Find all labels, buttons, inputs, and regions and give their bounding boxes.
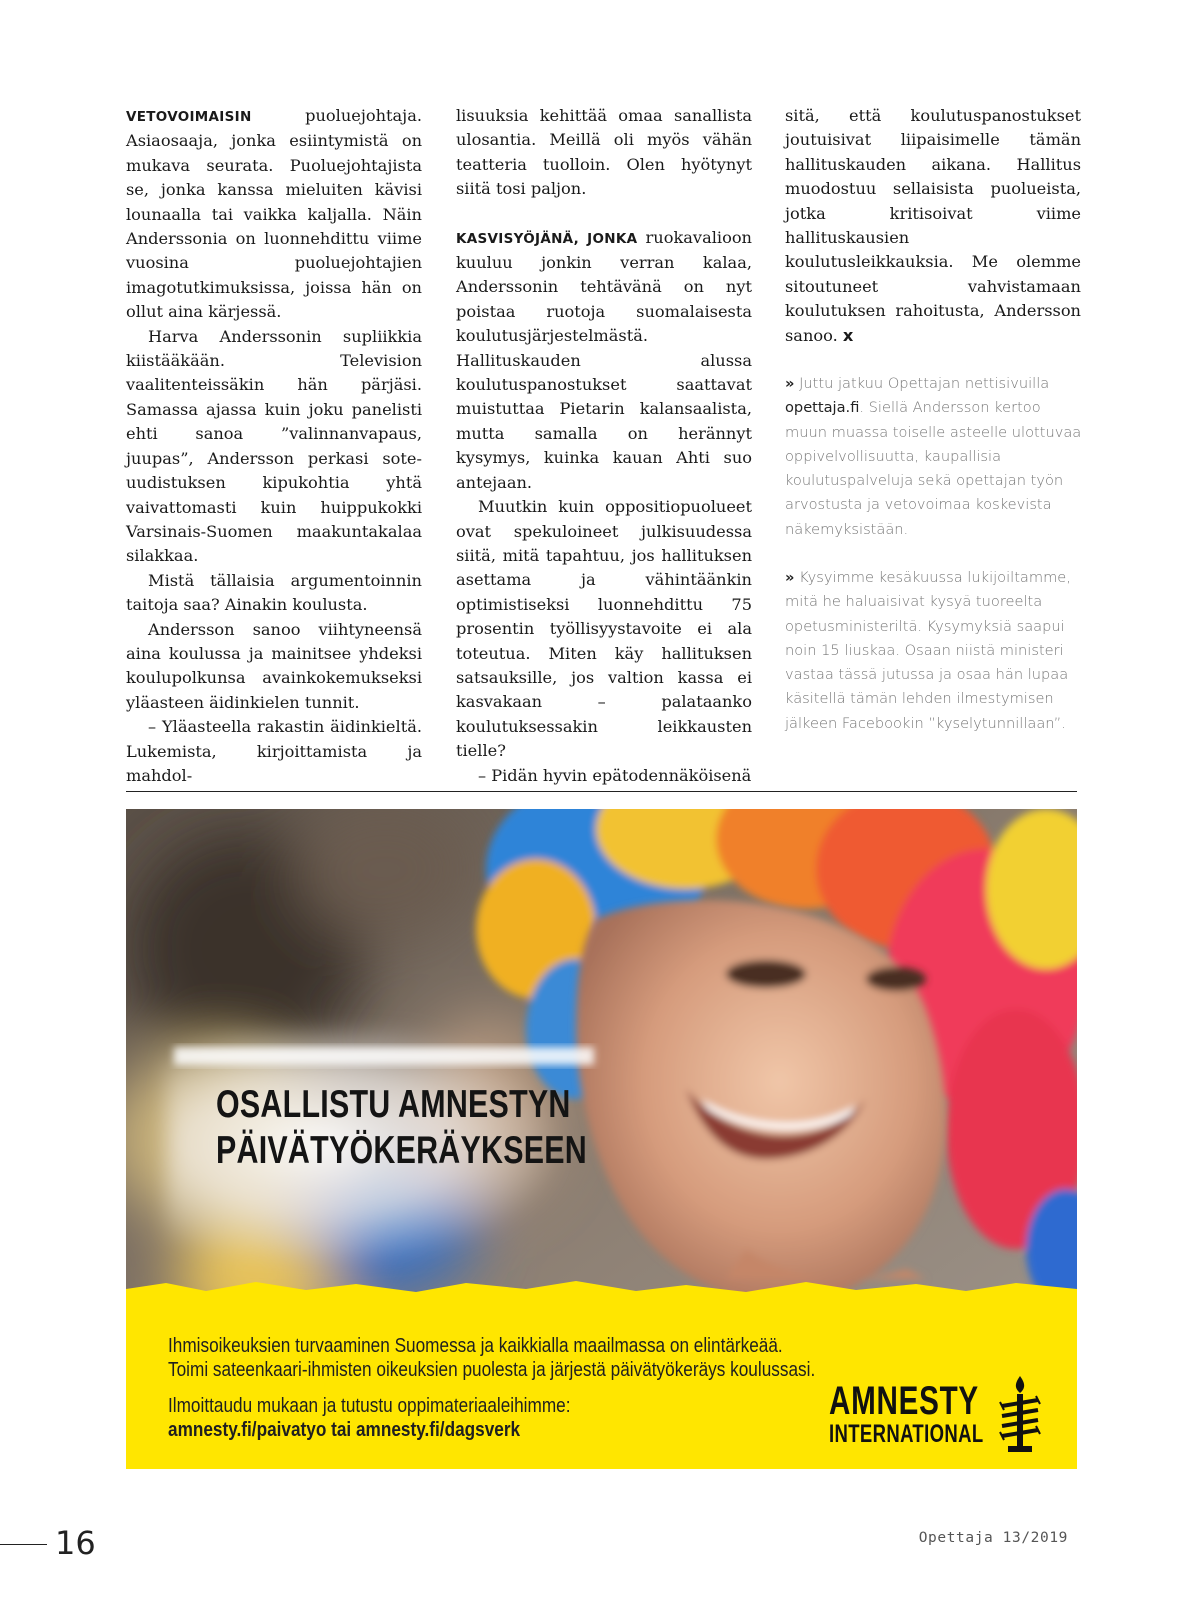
spacer — [168, 1382, 815, 1395]
amnesty-advertisement — [126, 809, 1077, 1469]
paragraph: Mistä tällaisia argumentoinnin taitoja saa? Ainakin koulusta. — [126, 570, 422, 615]
page-number: 16 — [55, 1524, 96, 1562]
section-divider — [126, 791, 1077, 792]
paragraph-text: puoluejohtaja. Asiaosaaja, jonka esiintymistä on mukava seurata. Puoluejohtajista se, jonka kanssa mieluiten kävisi lounaalla tai vaikka kaljalla. Näin Anderssonia on luonnehdittu viime vuosina puoluejohtajien imagotutkimuksissa, joissa hän on ollut aina kärjessä. — [126, 106, 422, 322]
candle-icon — [998, 1374, 1042, 1454]
paragraph: – Pidän hyvin epätodennäköisenä — [478, 765, 752, 785]
end-mark: x — [842, 325, 854, 345]
logo-line-1: AMNESTY — [829, 1379, 979, 1423]
lead-in: VETOVOIMAISIN — [126, 109, 252, 125]
lead-in: KASVISYÖJÄNÄ, JONKA — [456, 230, 638, 247]
chevron-icon: » — [785, 375, 795, 392]
ad-body-line: Ihmisoikeuksien turvaaminen Suomessa ja kaikkialla maailmassa on elintärkeää. — [168, 1335, 783, 1357]
note-text: Juttu jatkuu Opettajan nettisivuilla — [794, 375, 1050, 392]
paragraph: Andersson sanoo viihtyneensä aina koulussa ja mainitsee yhdeksi koulupolkunsa avainkokemukseksi yläasteen äidinkielen tunnit. — [126, 619, 422, 712]
chevron-icon: » — [785, 569, 795, 586]
paragraph-text: sitä, että koulutuspanostukset joutuisivat liipaisimelle tämän hallituskauden aikana. Hallitus muodostuu sellaisista puolueista, jotka kritisoivat viime hallituskausien koulutusleikkauksia. Me olemme sitoutuneet vahvistamaan koulutuksen rahoitusta, Andersson sanoo. — [785, 106, 1081, 345]
amnesty-logo-text — [829, 1381, 984, 1448]
ad-body-line: Toimi sateenkaari-ihmisten oikeuksien puolesta ja järjestä päivätyökeräys koulussasi. — [168, 1358, 816, 1381]
paragraph: lisuuksia kehittää omaa sanallista ulosantia. Meillä oli myös vähän teatteria tuolloin. Olen hyötynyt siitä tosi paljon. — [456, 106, 752, 199]
paragraph: – Yläasteella rakastin äidinkieltä. Lukemista, kirjoittamista ja mahdol- — [126, 717, 422, 785]
logo-line-2: INTERNATIONAL — [829, 1420, 984, 1448]
ad-headline — [216, 1082, 587, 1174]
paragraph — [785, 104, 1081, 348]
paragraph: Muutkin kuin oppositiopuolueet ovat spekuloineet julkisuudessa siitä, mitä tapahtuu, jos hallituksen asettama ja vähintäänkin optimistiseksi luonnehdittu 75 prosentin työllisyystavoite ei ala toteutua. Miten käy hallituksen satsauksille, jos valtion kassa ei kasvakaan – palataanko koulutuksessakin leikkausten tielle? — [456, 497, 752, 761]
website-link[interactable]: opettaja.fi — [785, 399, 860, 417]
article-column-2 — [456, 104, 752, 788]
publication-issue: Opettaja 13/2019 — [918, 1530, 1068, 1546]
paragraph — [456, 226, 752, 495]
article-column-3 — [785, 104, 1081, 348]
headline-line: OSALLISTU AMNESTYN — [216, 1083, 571, 1126]
sidebar-note-2 — [785, 566, 1085, 736]
note-text: Kysyimme kesäkuussa lukijoiltamme, mitä he haluaisivat kysyä tuoreelta opetusministeriltä. Kysymyksiä saapui noin 15 liuskaa. Osaan niistä ministeri vastaa tässä jutussa ja osaa hän lupaa käsitellä tämän lehden ilmestymisen jälkeen Facebookin ”kyselytunnillaan”. — [785, 569, 1071, 732]
note-text: . Siellä Andersson kertoo muun muassa toiselle asteelle ulottuvaa oppivelvollisuutta, kaupallisia koulutuspalveluja sekä opettajan työn arvostusta ja vetovoimaa koskevista näkemyksistään. — [785, 399, 1082, 538]
paragraph-text: ruokavalioon kuuluu jonkin verran kalaa, Anderssonin tehtävänä on nyt poistaa ruotoja suomalaisesta koulutusjärjestelmästä. Hallituskauden alussa koulutuspanostukset saattavat muistuttaa Pietarin kalansaalista, mutta samalla on herännyt kysymys, kuinka kauan Ahti suo antejaan. — [456, 227, 752, 492]
footer-rule — [0, 1544, 47, 1545]
sidebar-note-1 — [785, 372, 1085, 542]
headline-line: PÄIVÄTYÖKERÄYKSEEN — [216, 1129, 588, 1172]
paragraph: Harva Anderssonin supliikkia kiistääkään. Television vaalitenteissäkin hän pärjäsi. Samassa ajassa kuin joku panelisti ehti sanoa ”valinnanvapaus, juupas”, Andersson perkasi sote-uudistuksen kipukohtia yhtä vaivattomasti kuin huippukokki Varsinais-Suomen maakuntakalaa silakkaa. — [126, 326, 422, 566]
article-column-1 — [126, 104, 422, 788]
paragraph — [126, 104, 422, 325]
ad-links[interactable]: amnesty.fi/paivatyo tai amnesty.fi/dagsverk — [168, 1418, 521, 1441]
ad-body — [168, 1335, 815, 1442]
ad-cta-line: Ilmoittaudu mukaan ja tutustu oppimateriaaleihimme: — [168, 1395, 571, 1417]
